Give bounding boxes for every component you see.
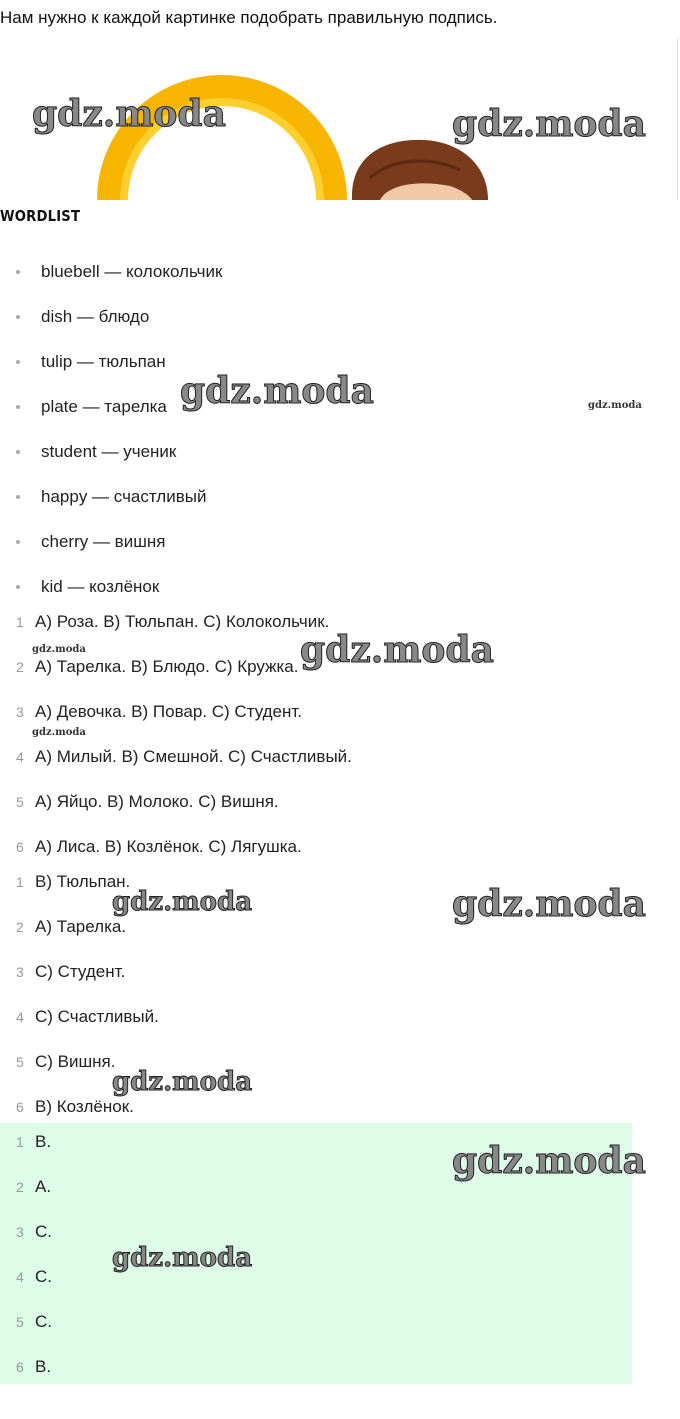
answer-text: B) Тюльпан.	[35, 872, 131, 891]
bullet-icon	[16, 450, 20, 454]
question-text: A) Яйцо. B) Молоко. C) Вишня.	[35, 792, 279, 811]
item-number: 3	[16, 964, 24, 980]
question-text: A) Роза. B) Тюльпан. C) Колокольчик.	[35, 612, 330, 631]
list-item	[0, 780, 640, 825]
solution-text: A.	[35, 1177, 52, 1196]
answer-text: C) Студент.	[35, 962, 126, 981]
solution-text: C.	[35, 1222, 52, 1241]
word-entry: cherry — вишня	[41, 532, 166, 551]
watermark: gdz.moda	[180, 370, 374, 412]
list-item	[0, 735, 640, 780]
watermark: gdz.moda	[300, 629, 494, 671]
solution-text: B.	[35, 1357, 52, 1376]
list-item	[0, 1300, 640, 1345]
bullet-icon	[16, 405, 20, 409]
item-number: 4	[16, 1009, 24, 1025]
item-number: 1	[16, 1134, 24, 1150]
word-entry: kid — козлёнок	[41, 577, 160, 596]
item-number: 5	[16, 1054, 24, 1070]
item-number: 3	[16, 704, 24, 720]
item-number: 6	[16, 1359, 24, 1375]
task-instruction: Нам нужно к каждой картинке подобрать правильную подпись.	[0, 8, 498, 27]
watermark: gdz.moda	[112, 1243, 253, 1273]
bullet-icon	[16, 270, 20, 274]
list-item	[0, 1210, 640, 1255]
item-number: 2	[16, 659, 24, 675]
word-entry: bluebell — колокольчик	[41, 262, 223, 281]
wordlist-heading: WORDLIST	[0, 207, 81, 225]
item-number: 1	[16, 614, 24, 630]
watermark: gdz.moda	[32, 93, 226, 135]
list-item	[0, 690, 640, 735]
item-number: 6	[16, 839, 24, 855]
watermark: gdz.moda	[112, 887, 253, 917]
question-text: A) Тарелка. B) Блюдо. C) Кружка.	[35, 657, 299, 676]
item-number: 4	[16, 1269, 24, 1285]
answer-text: B) Козлёнок.	[35, 1097, 134, 1116]
list-item	[0, 1040, 640, 1085]
bullet-icon	[16, 495, 20, 499]
banner-divider	[677, 38, 678, 200]
answer-text: C) Вишня.	[35, 1052, 116, 1071]
illustration-banner	[0, 38, 680, 200]
list-item	[0, 995, 640, 1040]
word-entry: plate — тарелка	[41, 397, 167, 416]
watermark: gdz.moda	[588, 400, 642, 411]
word-entry: tulip — тюльпан	[41, 352, 166, 371]
item-number: 3	[16, 1224, 24, 1240]
item-number: 4	[16, 749, 24, 765]
solution-text: C.	[35, 1267, 52, 1286]
bullet-icon	[16, 585, 20, 589]
bullet-icon	[16, 315, 20, 319]
watermark: gdz.moda	[32, 644, 86, 655]
solution-text: B.	[35, 1132, 52, 1151]
item-number: 1	[16, 874, 24, 890]
watermark: gdz.moda	[452, 883, 646, 925]
word-entry: dish — блюдо	[41, 307, 150, 326]
item-number: 2	[16, 919, 24, 935]
bullet-icon	[16, 540, 20, 544]
list-item	[0, 1255, 640, 1300]
answer-text: C) Счастливый.	[35, 1007, 159, 1026]
bullet-icon	[16, 360, 20, 364]
watermark: gdz.moda	[112, 1067, 253, 1097]
item-number: 2	[16, 1179, 24, 1195]
watermark: gdz.moda	[32, 727, 86, 738]
question-text: A) Милый. B) Смешной. C) Счастливый.	[35, 747, 352, 766]
word-entry: student — ученик	[41, 442, 177, 461]
solution-text: C.	[35, 1312, 52, 1331]
watermark: gdz.moda	[452, 103, 646, 145]
item-number: 5	[16, 794, 24, 810]
list-item	[0, 1345, 640, 1390]
word-entry: happy — счастливый	[41, 487, 207, 506]
question-text: A) Лиса. B) Козлёнок. C) Лягушка.	[35, 837, 302, 856]
watermark: gdz.moda	[452, 1140, 646, 1182]
list-item	[0, 950, 640, 995]
question-text: A) Девочка. B) Повар. C) Студент.	[35, 702, 303, 721]
answer-text: A) Тарелка.	[35, 917, 127, 936]
item-number: 5	[16, 1314, 24, 1330]
item-number: 6	[16, 1099, 24, 1115]
